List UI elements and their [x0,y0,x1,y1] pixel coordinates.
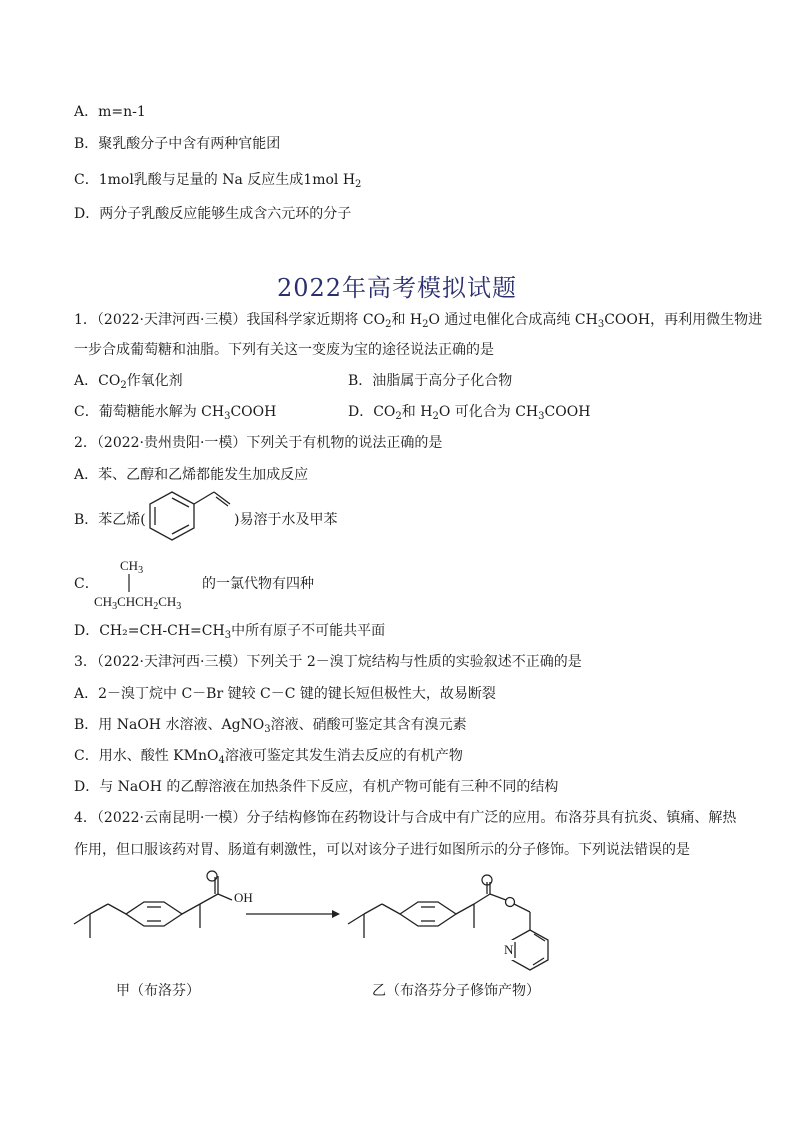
prev-option-c [74,170,361,195]
ibuprofen-structure [70,872,280,972]
subscript: 2 [355,179,362,190]
prev-option-d: D．两分子乳酸反应能够生成含六元环的分子 [74,206,352,222]
q3-option-b [74,715,467,740]
chem-chch: CHCH [117,594,154,609]
q1-options-row1 [74,371,183,396]
subscript: 2 [432,411,439,422]
subscript: 4 [218,755,225,766]
branched-methyl [120,556,143,581]
q4-stem-line2: 作用，但口服该药对胃、肠道有刺激性，可以对该分子进行如图所示的分子修饰。下列说法错误的是 [74,842,690,858]
q3-option-a: A．2－溴丁烷中 C－Br 键较 C－C 键的键长短但极性大，故易断裂 [74,686,496,702]
carbonyl-o-icon [206,870,218,882]
q1-option-c [74,402,276,427]
q1-option-d-mid: 和 H [401,404,433,420]
subscript: 3 [138,565,144,576]
ester-carbonyl-o-icon [481,874,493,886]
q3-option-b-post: 溶液、硝酸可鉴定其含有溴元素 [270,717,467,733]
subscript: 3 [597,319,605,330]
subscript: 3 [264,724,271,735]
q1-option-d [348,402,590,427]
q2-option-a: A．苯、乙醇和乙烯都能发生加成反应 [74,467,309,483]
q1-option-d-pre: D．CO [348,404,396,420]
q3-stem: 3．（2022·天津河西·三模）下列关于 2－溴丁烷结构与性质的实验叙述不正确的是 [74,654,582,670]
q3-option-b-pre: B．用 NaOH 水溶液、AgNO [74,717,265,733]
q2-option-c-label: C． [74,576,99,592]
q1-option-a-pre: A．CO [74,373,121,389]
chem-ch: CH [120,558,139,573]
q1-stem-b: 和 H [391,312,423,328]
q2-option-d-formula: D．CH₂=CH-CH=CH [74,623,225,639]
subscript: 3 [112,601,118,612]
q4-stem-line1: 4．（2022·云南昆明·一模）分子结构修饰在药物设计与合成中有广泛的应用。布洛芬具有抗炎、镇痛、解热 [74,810,737,826]
q1-option-a-post: 作氧化剂 [126,373,183,389]
q1-stem-c: O 通过电催化合成高纯 CH [428,312,598,328]
main-chain [94,592,181,617]
q1-stem-d: COOH，再利用微生物进 [604,312,763,328]
subscript: 3 [538,411,545,422]
q1-option-c-post: COOH [230,404,277,420]
subscript: 2 [385,319,392,330]
prev-option-b: B．聚乳酸分子中含有两种官能团 [74,136,281,152]
q3-option-c [74,746,463,771]
modified-ibuprofen-structure [344,872,594,982]
q2-option-d-post: 中所有原子不可能共平面 [231,623,386,639]
branch-bond [127,574,131,594]
styrene-structure [142,488,234,552]
q2-option-b-pre: B．苯乙烯( [74,512,146,528]
chem-ch: CH [158,594,177,609]
q1-option-a [74,373,183,389]
q2-option-c-post: 的一氯代物有四种 [202,576,314,592]
prev-option-a: A．m=n-1 [74,104,146,120]
q1-option-d-mid2: O 可化合为 CH [438,404,539,420]
subscript: 2 [153,601,159,612]
subscript: 2 [120,380,127,391]
q1-option-b: B．油脂属于高分子化合物 [348,373,513,389]
q2-option-b-post: )易溶于水及甲苯 [234,512,338,528]
q3-option-c-pre: C．用水、酸性 KMnO [74,748,219,764]
q3-option-d: D．与 NaOH 的乙醇溶液在加热条件下反应，有机产物可能有三种不同的结构 [74,779,559,795]
subscript: 3 [224,411,231,422]
q1-option-d-post: COOH [544,404,591,420]
q1-stem-a: 1．（2022·天津河西·三模）我国科学家近期将 CO [74,312,386,328]
q1-stem-line2: 一步合成葡萄糖和油脂。下列有关这一变废为宝的途径说法正确的是 [74,342,494,358]
subscript: 3 [176,601,182,612]
q1-stem-line1 [74,310,762,335]
caption-ibuprofen: 甲（布洛芬） [116,983,200,999]
q1-option-c-pre: C．葡萄糖能水解为 CH [74,404,225,420]
subscript: 2 [422,319,429,330]
q2-stem: 2．（2022·贵州贵阳·一模）下列关于有机物的说法正确的是 [74,435,443,451]
chem-ch: CH [94,594,113,609]
section-title: 2022年高考模拟试题 [276,274,518,302]
q3-option-c-post: 溶液可鉴定其发生消去反应的有机产物 [224,748,463,764]
pyridine-n-label: N [503,940,514,960]
reaction-arrow-icon [246,908,340,920]
subscript: 2 [395,411,402,422]
q2-option-d [74,621,385,646]
hydroxyl-label: OH [234,890,253,905]
prev-option-c-text: C．1mol乳酸与足量的 Na 反应生成1mol H [74,172,356,188]
caption-modified-product: 乙（布洛芬分子修饰产物） [372,983,540,999]
subscript: 3 [224,630,232,641]
